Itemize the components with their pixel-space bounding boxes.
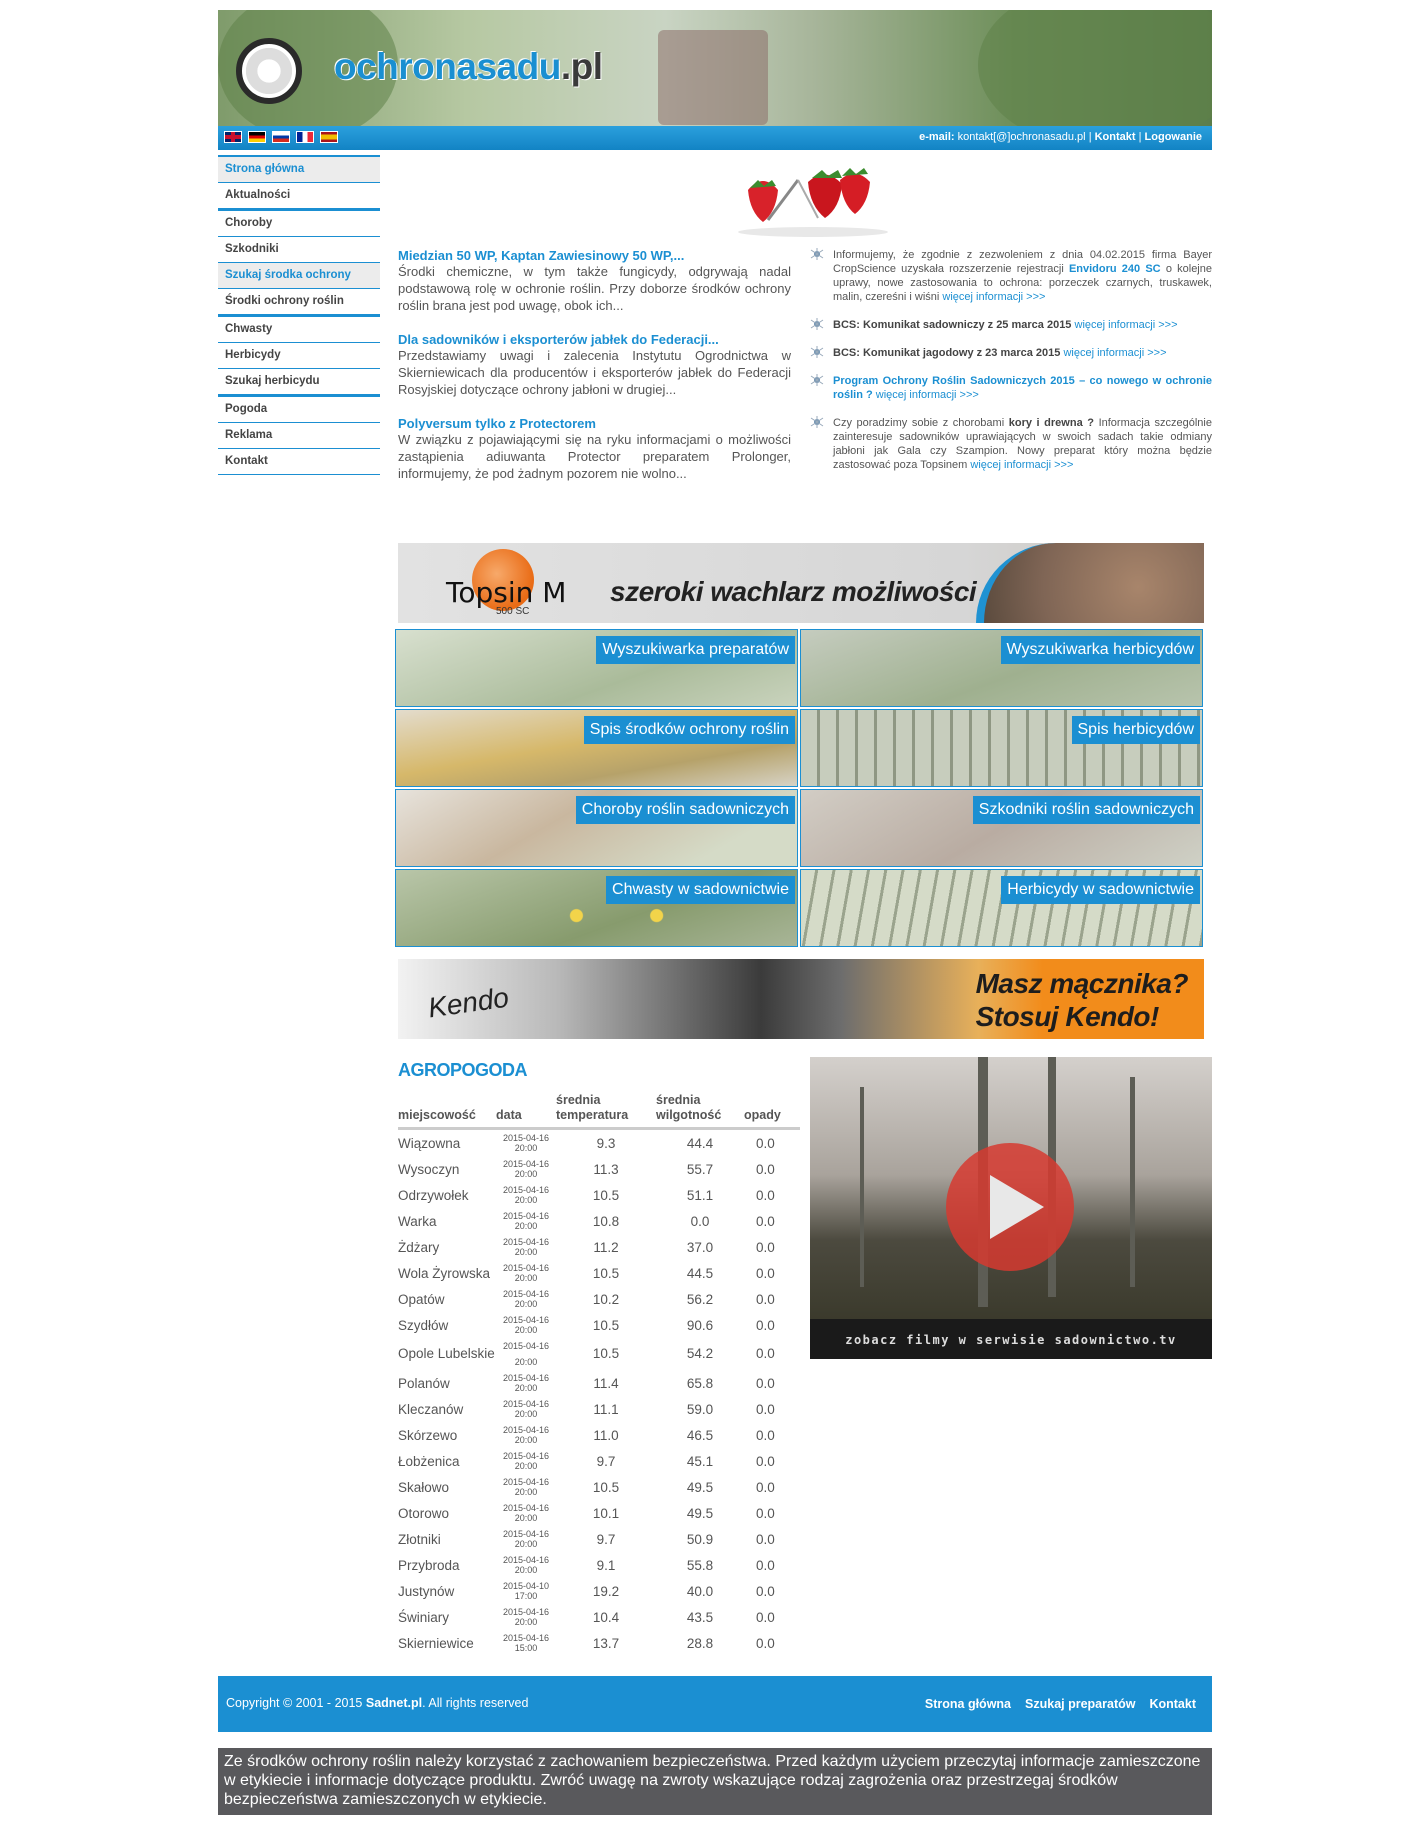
- announcement-product: Envidoru 240 SC: [1068, 263, 1161, 275]
- top-bar: [218, 126, 1212, 150]
- nav-item-products[interactable]: Środki ochrony roślin: [218, 289, 380, 315]
- weather-temp: 11.4: [593, 1375, 619, 1391]
- weather-date: 2015-04-16 20:00: [502, 1263, 550, 1283]
- footer-links: [925, 1697, 1196, 1711]
- tile-herbicide-list[interactable]: [800, 709, 1203, 787]
- tile-pests[interactable]: [800, 789, 1203, 867]
- weather-rain: 0.0: [756, 1401, 775, 1417]
- weather-rain: 0.0: [756, 1317, 775, 1333]
- nav-group: [218, 155, 380, 209]
- nav-item-weather[interactable]: Pogoda: [218, 397, 380, 423]
- weather-row: [398, 1156, 800, 1182]
- col-temp: średnia temperatura: [556, 1091, 656, 1129]
- weather-place: Wola Żyrowska: [398, 1265, 491, 1281]
- footer-link-contact[interactable]: Kontakt: [1149, 1697, 1196, 1711]
- more-info-link[interactable]: więcej informacji >>>: [1074, 319, 1178, 331]
- kendo-slogan: [976, 967, 1188, 1033]
- weather-date: 2015-04-16 20:00: [502, 1399, 550, 1419]
- weather-rain: 0.0: [756, 1427, 775, 1443]
- weather-date: 2015-04-16 20:00: [502, 1341, 550, 1367]
- weather-temp: 19.2: [592, 1583, 620, 1599]
- tile-label: Szkodniki roślin sadowniczych: [973, 796, 1200, 824]
- flag-ru-icon[interactable]: [272, 131, 290, 143]
- weather-row: [398, 1234, 800, 1260]
- weather-row: [398, 1552, 800, 1578]
- weather-date: 2015-04-16 20:00: [502, 1315, 550, 1335]
- email-label: e-mail:: [919, 131, 955, 143]
- nav-item-search-product[interactable]: Szukaj środka ochrony: [218, 263, 380, 289]
- news-title[interactable]: Dla sadowników i eksporterów jabłek do Federacji...: [398, 332, 719, 347]
- tile-label: Spis środków ochrony roślin: [584, 716, 795, 744]
- spray-bullet-icon: [809, 374, 825, 386]
- weather-date: 2015-04-16 20:00: [502, 1425, 550, 1445]
- weather-date: 2015-04-16 20:00: [502, 1555, 550, 1575]
- weather-place: Wiązowna: [398, 1135, 461, 1151]
- tree-bark-photo: [976, 543, 1204, 623]
- weather-temp: 10.4: [592, 1609, 620, 1625]
- orchard-foliage: [978, 10, 1212, 128]
- weather-humidity: 55.8: [686, 1557, 714, 1573]
- weather-temp: 10.5: [592, 1346, 620, 1361]
- announcement-title[interactable]: Program Ochrony Roślin Sadowniczych 2015 – co nowego w ochronie roślin ?: [833, 375, 1212, 401]
- announcement-title: BCS: Komunikat sadowniczy z 25 marca 2015: [833, 319, 1072, 331]
- weather-humidity: 49.5: [686, 1479, 714, 1495]
- weather-humidity: 44.4: [686, 1135, 714, 1151]
- weather-temp: 11.0: [593, 1427, 619, 1443]
- sprayer-tractor-image: [658, 30, 768, 125]
- site-logo[interactable]: [236, 32, 603, 112]
- weather-row: [398, 1338, 800, 1370]
- top-links: [919, 131, 1202, 143]
- tile-diseases[interactable]: [395, 789, 798, 867]
- weather-humidity: 44.5: [686, 1265, 714, 1281]
- nav-group: [218, 209, 380, 315]
- flag-en-icon[interactable]: [224, 131, 242, 143]
- topsin-name: Topsin M: [446, 576, 567, 609]
- news-title[interactable]: Polyversum tylko z Protectorem: [398, 416, 596, 431]
- weather-rain: 0.0: [756, 1375, 775, 1391]
- shortcut-tiles: [395, 629, 1203, 947]
- orchard-post: [860, 1087, 864, 1287]
- kendo-logo: Kendo: [426, 981, 511, 1024]
- weather-temp: 11.1: [593, 1401, 619, 1417]
- weather-row: [398, 1500, 800, 1526]
- tile-label: Herbicydy w sadownictwie: [1001, 876, 1200, 904]
- weather-rain: 0.0: [756, 1531, 775, 1547]
- weather-temp: 10.5: [592, 1317, 620, 1333]
- news-body: Środki chemiczne, w tym także fungicydy, odgrywają nadal podstawową rolę w ochronie roślin. Przy doborze środków ochrony roślin brana jest pod uwagę, obok ich...: [398, 264, 791, 313]
- weather-rain: 0.0: [756, 1609, 775, 1625]
- nav-item-pests[interactable]: Szkodniki: [218, 237, 380, 263]
- orchard-post: [1130, 1077, 1135, 1287]
- weather-rain: 0.0: [756, 1505, 775, 1521]
- weather-rain: 0.0: [756, 1239, 775, 1255]
- weather-place: Kleczanów: [398, 1401, 464, 1417]
- weather-humidity: 45.1: [686, 1453, 714, 1469]
- topsin-slogan: szeroki wachlarz możliwości: [610, 576, 977, 607]
- weather-date: 2015-04-16 20:00: [502, 1237, 550, 1257]
- copyright-text: . All rights reserved: [422, 1696, 529, 1710]
- tile-herbicides-orchard[interactable]: [800, 869, 1203, 947]
- weather-temp: 10.2: [592, 1291, 620, 1307]
- announcement-item: [807, 248, 1212, 304]
- spray-bullet-icon: [809, 346, 825, 358]
- weather-temp: 9.7: [596, 1531, 616, 1547]
- weather-place: Żdżary: [398, 1239, 440, 1255]
- weather-rain: 0.0: [756, 1583, 775, 1599]
- news-item: [398, 416, 791, 482]
- tile-weeds[interactable]: [395, 869, 798, 947]
- more-info-link[interactable]: więcej informacji >>>: [970, 459, 1074, 471]
- weather-rain: 0.0: [756, 1291, 775, 1307]
- copyright-text: Copyright © 2001 - 2015: [226, 1696, 366, 1710]
- news-item: [398, 332, 791, 398]
- sprayer-fan-icon: [236, 38, 302, 104]
- weather-temp: 9.7: [596, 1453, 616, 1469]
- announcement-text: Czy poradzimy sobie z chorobami: [833, 417, 1009, 429]
- weather-date: 2015-04-16 20:00: [502, 1159, 550, 1179]
- strawberry-illustration: [728, 160, 898, 238]
- weather-date: 2015-04-16 20:00: [502, 1133, 550, 1153]
- weather-date: 2015-04-16 20:00: [502, 1529, 550, 1549]
- weather-table: [398, 1091, 800, 1656]
- weather-title: AGROPOGODA: [398, 1060, 528, 1080]
- weather-date: 2015-04-16 20:00: [502, 1211, 550, 1231]
- tile-label: Wyszukiwarka preparatów: [596, 636, 795, 664]
- footer: [218, 1676, 1212, 1732]
- more-info-link[interactable]: więcej informacji >>>: [875, 389, 979, 401]
- separator: |: [1138, 131, 1142, 143]
- weather-humidity: 54.2: [686, 1346, 714, 1361]
- tile-product-list[interactable]: [395, 709, 798, 787]
- weather-section: [398, 1060, 800, 1656]
- weather-humidity: 90.6: [686, 1317, 714, 1333]
- weather-temp: 9.3: [596, 1135, 616, 1151]
- nav-item-ads[interactable]: Reklama: [218, 423, 380, 449]
- weather-date: 2015-04-16 20:00: [502, 1373, 550, 1393]
- weather-temp: 11.2: [593, 1239, 619, 1255]
- weather-row: [398, 1370, 800, 1396]
- video-caption[interactable]: zobacz filmy w serwisie sadownictwo.tv: [845, 1333, 1177, 1347]
- tile-label: Spis herbicydów: [1072, 716, 1201, 744]
- weather-rain: 0.0: [756, 1479, 775, 1495]
- announcement-keyword: kory i drewna ?: [1008, 417, 1094, 429]
- weather-place: Świniary: [398, 1609, 450, 1625]
- weather-row: [398, 1286, 800, 1312]
- footer-link-home[interactable]: Strona główna: [924, 1697, 1012, 1711]
- weather-humidity: 46.5: [686, 1427, 714, 1443]
- more-info-link[interactable]: więcej informacji >>>: [1063, 347, 1167, 359]
- footer-link-search[interactable]: Szukaj preparatów: [1025, 1697, 1136, 1711]
- nav-item-search-herbicide[interactable]: Szukaj herbicydu: [218, 369, 380, 395]
- weather-place: Otorowo: [398, 1505, 450, 1521]
- news-list: [398, 248, 791, 500]
- tile-label: Choroby roślin sadowniczych: [576, 796, 795, 824]
- weather-place: Opatów: [398, 1291, 445, 1307]
- announcement-text: Informujemy, że zgodnie z zezwoleniem z dnia 04.02.2015 firma Bayer CropScience uzyskała rozszerzenie rejestracji: [833, 249, 1212, 275]
- weather-temp: 10.8: [592, 1213, 620, 1229]
- col-date: data: [496, 1091, 556, 1129]
- weather-place: Polanów: [398, 1375, 450, 1391]
- flag-fr-icon[interactable]: [296, 131, 314, 143]
- nav-group: [218, 315, 380, 395]
- logo-text: ochronasadu.pl: [334, 46, 603, 87]
- page-wrapper: [218, 10, 1212, 1808]
- video-player[interactable]: [810, 1057, 1212, 1359]
- topsin-ad-banner[interactable]: [398, 543, 1204, 623]
- nav-item-diseases[interactable]: Choroby: [218, 211, 380, 237]
- announcement-item: [807, 318, 1212, 332]
- weather-rain: 0.0: [756, 1187, 775, 1203]
- kendo-line2: Stosuj Kendo!: [975, 1001, 1159, 1032]
- announcement-item: [807, 416, 1212, 472]
- language-flags: [224, 131, 338, 143]
- news-body: W związku z pojawiającymi się na ryku informacjami o możliwości zastąpienia adiuwanta Protector preparatem Prolonger, informujemy, że pod żadnym pozorem nie wolno...: [398, 432, 791, 481]
- weather-temp: 10.1: [592, 1505, 620, 1521]
- separator: |: [1088, 131, 1092, 143]
- weather-place: Odrzywołek: [398, 1187, 469, 1203]
- weather-row: [398, 1260, 800, 1286]
- weather-temp: 9.1: [596, 1557, 616, 1573]
- weather-row: [398, 1396, 800, 1422]
- weather-place: Warka: [398, 1213, 437, 1229]
- topsin-sub: 500 SC: [496, 606, 530, 617]
- weather-humidity: 59.0: [686, 1401, 714, 1417]
- weather-rain: 0.0: [756, 1346, 775, 1361]
- weather-humidity: 37.0: [686, 1239, 714, 1255]
- nav-item-herbicides[interactable]: Herbicydy: [218, 343, 380, 369]
- weather-header-row: [398, 1091, 800, 1129]
- nav-item-news[interactable]: Aktualności: [218, 183, 380, 209]
- weather-humidity: 0.0: [690, 1213, 710, 1229]
- brand-link[interactable]: Sadnet.pl: [365, 1696, 423, 1710]
- weather-rain: 0.0: [756, 1161, 775, 1177]
- more-info-link[interactable]: więcej informacji >>>: [942, 291, 1046, 303]
- weather-rain: 0.0: [756, 1213, 775, 1229]
- tile-herbicide-search[interactable]: [800, 629, 1203, 707]
- weather-date: 2015-04-16 20:00: [502, 1503, 550, 1523]
- safety-notice: Ze środków ochrony roślin należy korzystać z zachowaniem bezpieczeństwa. Przed każdym użyciem przeczytaj informacje zamieszczone w etykiecie i informacje dotyczące produktu. Zwróć uwagę na zwroty wskazujące rodzaj zagrożenia oraz przestrzegaj środków bezpieczeństwa zamieszczonych w etykiecie.: [218, 1748, 1212, 1815]
- col-humidity: średnia wilgotność: [656, 1091, 744, 1129]
- flag-de-icon[interactable]: [248, 131, 266, 143]
- weather-rain: 0.0: [756, 1557, 775, 1573]
- news-body: Przedstawiamy uwagi i zalecenia Instytutu Ogrodnictwa w Skierniewicach dla producentów i eksporterów jabłek do Federacji Rosyjskiej dotyczące ochrony jabłoni w drugiej...: [398, 348, 791, 397]
- kendo-line1: Masz mącznika?: [975, 968, 1188, 999]
- weather-place: Szydłów: [398, 1317, 449, 1333]
- weather-date: 2015-04-16 20:00: [502, 1289, 550, 1309]
- weather-humidity: 43.5: [686, 1609, 714, 1625]
- copyright: [226, 1696, 528, 1710]
- announcement-item: [807, 346, 1212, 360]
- weather-place: Skałowo: [398, 1479, 450, 1495]
- weather-temp: 10.5: [592, 1479, 620, 1495]
- weather-row: [398, 1578, 800, 1604]
- announcement-item: [807, 374, 1212, 402]
- weather-place: Opole Lubelskie: [398, 1346, 495, 1361]
- sidebar-nav: [218, 155, 380, 475]
- nav-item-contact[interactable]: Kontakt: [218, 449, 380, 475]
- weather-temp: 13.7: [592, 1635, 620, 1651]
- weather-row: [398, 1182, 800, 1208]
- header-banner: [218, 10, 1212, 128]
- weather-row: [398, 1604, 800, 1630]
- weather-place: Skórzewo: [398, 1427, 458, 1443]
- weather-place: Skierniewice: [398, 1635, 474, 1651]
- spray-bullet-icon: [809, 416, 825, 428]
- weather-place: Justynów: [398, 1583, 455, 1599]
- announcements-list: [807, 248, 1212, 486]
- news-title[interactable]: Miedzian 50 WP, Kaptan Zawiesinowy 50 WP,...: [398, 248, 685, 263]
- weather-row: [398, 1422, 800, 1448]
- announcement-title: BCS: Komunikat jagodowy z 23 marca 2015: [833, 347, 1061, 359]
- weather-date: 2015-04-16 15:00: [502, 1633, 550, 1653]
- weather-row: [398, 1312, 800, 1338]
- spray-bullet-icon: [809, 318, 825, 330]
- weather-date: 2015-04-16 20:00: [502, 1477, 550, 1497]
- weather-rain: 0.0: [756, 1635, 775, 1651]
- weather-humidity: 56.2: [686, 1291, 714, 1307]
- play-button-icon[interactable]: [946, 1143, 1074, 1271]
- weather-humidity: 55.7: [686, 1161, 714, 1177]
- weather-date: 2015-04-10 17:00: [502, 1581, 550, 1601]
- email-link[interactable]: kontakt[@]ochronasadu.pl: [957, 131, 1086, 143]
- weather-row: [398, 1526, 800, 1552]
- weather-temp: 10.5: [592, 1265, 620, 1281]
- weather-row: [398, 1474, 800, 1500]
- nav-item-home[interactable]: Strona główna: [218, 157, 380, 183]
- weather-place: Przybroda: [398, 1557, 460, 1573]
- weather-humidity: 51.1: [686, 1187, 714, 1203]
- weather-row: [398, 1630, 800, 1656]
- login-link[interactable]: Logowanie: [1144, 131, 1202, 143]
- tile-label: Wyszukiwarka herbicydów: [1001, 636, 1200, 664]
- contact-link[interactable]: Kontakt: [1094, 131, 1136, 143]
- weather-temp: 10.5: [592, 1187, 620, 1203]
- col-rain: opady: [744, 1091, 800, 1129]
- news-item: [398, 248, 791, 314]
- weather-place: Wysoczyn: [398, 1161, 460, 1177]
- weather-date: 2015-04-16 20:00: [502, 1451, 550, 1471]
- kendo-ad-banner[interactable]: [398, 959, 1204, 1039]
- weather-date: 2015-04-16 20:00: [502, 1185, 550, 1205]
- weather-row: [398, 1448, 800, 1474]
- spray-bullet-icon: [809, 248, 825, 260]
- tile-label: Chwasty w sadownictwie: [606, 876, 795, 904]
- nav-item-weeds[interactable]: Chwasty: [218, 317, 380, 343]
- weather-row: [398, 1208, 800, 1234]
- weather-date: 2015-04-16 20:00: [502, 1607, 550, 1627]
- weather-humidity: 28.8: [686, 1635, 714, 1651]
- weather-place: Złotniki: [398, 1531, 441, 1547]
- weather-humidity: 49.5: [686, 1505, 714, 1521]
- weather-rain: 0.0: [756, 1135, 775, 1151]
- weather-place: Łobżenica: [398, 1453, 460, 1469]
- col-place: miejscowość: [398, 1091, 496, 1129]
- nav-group: [218, 395, 380, 475]
- weather-row: [398, 1129, 800, 1157]
- weather-humidity: 50.9: [686, 1531, 714, 1547]
- announcement-text: o kolejne uprawy, nowe zastosowania to ochrona: porzeczek czarnych, truskawek, malin, czereśni i wiśni: [833, 263, 1212, 303]
- weather-temp: 11.3: [593, 1161, 619, 1177]
- weather-rain: 0.0: [756, 1453, 775, 1469]
- tile-product-search[interactable]: [395, 629, 798, 707]
- weather-rain: 0.0: [756, 1265, 775, 1281]
- flag-es-icon[interactable]: [320, 131, 338, 143]
- weather-humidity: 40.0: [686, 1583, 714, 1599]
- weather-humidity: 65.8: [686, 1375, 714, 1391]
- announcement-text: Informacja szczególnie zainteresuje sadowników uprawiających w swoich sadach takie odmiany jabłoni jak Gala czy Szampion. Nowy preparat który można będzie zastosować poza Topsinem: [833, 417, 1212, 471]
